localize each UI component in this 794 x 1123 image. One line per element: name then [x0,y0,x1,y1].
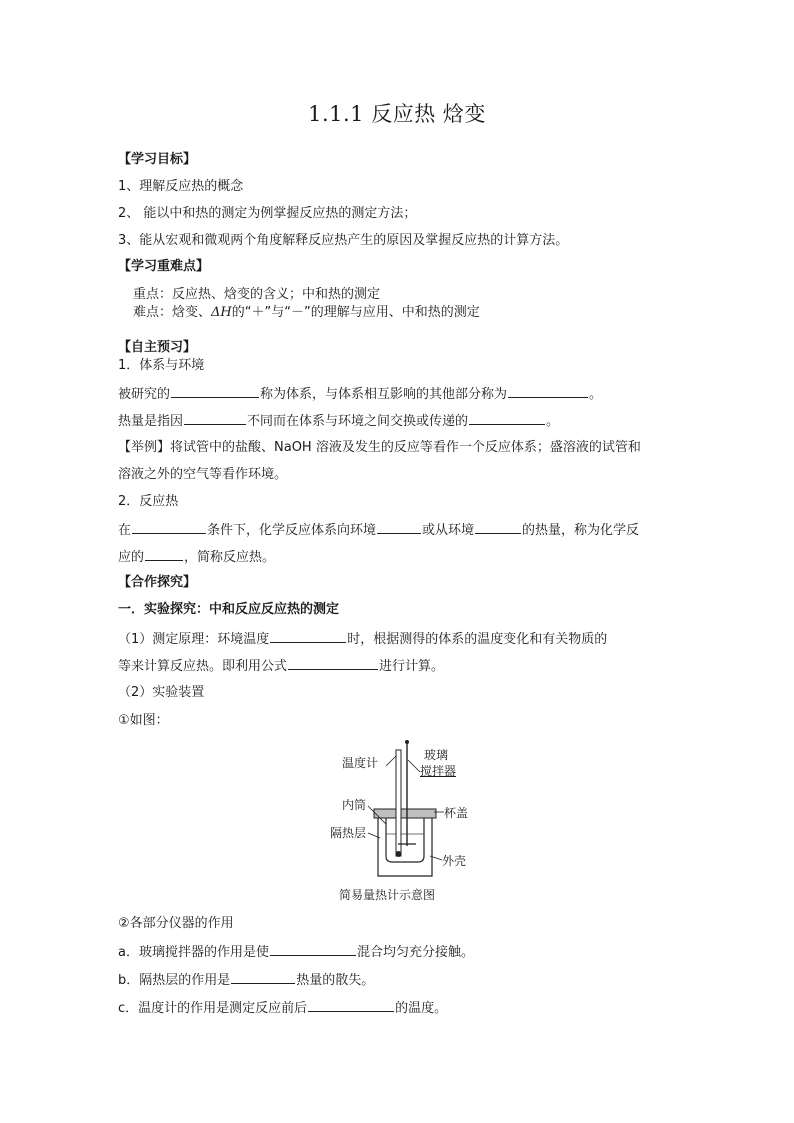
fill-blank[interactable] [270,942,356,956]
stirrer-label-2: 搅拌器 [420,764,457,778]
text-segment: 称为体系，与体系相互影响的其他部分称为 [260,387,508,402]
fill-blank[interactable] [231,970,295,984]
text-segment: ，简称反应热。 [184,550,276,565]
fill-blank[interactable] [508,384,588,398]
objective-item-1: 1、理解反应热的概念 [118,179,244,194]
delta-h-symbol: ΔH [211,305,232,320]
text-segment: 混合均匀充分接触。 [356,945,474,960]
preview-heading: 【自主预习】 [118,340,197,355]
stirrer-label-1: 玻璃 [424,748,449,762]
figure-caption: 简易量热计示意图 [339,888,436,902]
thermometer-label: 温度计 [342,756,379,770]
fill-blank[interactable] [184,411,246,425]
principle-line-1 [118,629,607,649]
fill-blank[interactable] [469,411,545,425]
example-line-1: 【举例】将试管中的盐酸、NaOH 溶液及发生的反应等看作一个反应体系；盛溶液的试管和 [118,440,641,455]
calorimeter-diagram [330,738,480,908]
component-c [118,998,447,1018]
component-a [118,942,474,962]
difficult-point-line [133,304,480,322]
text-segment: a．玻璃搅拌器的作用是使 [118,945,269,960]
difficult-post: 的“＋”与“－”的理解与应用、中和热的测定 [231,305,480,320]
objective-item-2: 2、 能以中和热的测定为例掌握反应热的测定方法； [118,206,417,221]
text-segment: 条件下，化学反应体系向环境 [207,523,377,538]
text-segment: 时，根据测得的体系的温度变化和有关物质的 [347,632,608,647]
text-segment: 热量的散失。 [296,973,375,988]
preview-sub-1: 1．体系与环境 [118,358,205,373]
preview-line-4 [118,547,275,567]
page-title: 1.1.1 反应热 焓变 [308,102,486,126]
fill-blank[interactable] [288,656,378,670]
text-segment: 的热量，称为化学反 [522,523,640,538]
preview-line-3 [118,520,639,540]
text-segment: 进行计算。 [379,659,445,674]
text-segment: 。 [546,414,560,429]
apparatus-heading: （2）实验装置 [118,685,205,700]
text-segment: 。 [589,387,603,402]
fill-blank[interactable] [475,520,521,534]
text-segment: 应的 [118,550,145,565]
component-b [118,970,374,990]
example-line-2: 溶液之外的空气等看作环境。 [118,467,288,482]
text-segment: 的温度。 [395,1001,448,1016]
fill-blank[interactable] [270,629,346,643]
shell-label: 外壳 [442,854,467,868]
text-segment: 被研究的 [118,387,171,402]
text-segment: c．温度计的作用是测定反应前后 [118,1001,308,1016]
cooperation-heading: 【合作探究】 [118,575,197,590]
experiment-heading: 一．实验探究：中和反应反应热的测定 [118,602,340,617]
principle-line-2 [118,656,444,676]
preview-line-1 [118,384,602,404]
insulation-label: 隔热层 [330,826,367,840]
fill-blank[interactable] [145,547,183,561]
components-heading: ②各部分仪器的作用 [118,916,234,931]
fill-blank[interactable] [377,520,421,534]
text-segment: 或从环境 [422,523,475,538]
key-point-line: 重点：反应热、焓变的含义；中和热的测定 [133,287,381,302]
as-shown-label: ①如图： [118,713,169,728]
difficult-pre: 难点：焓变、 [133,305,212,320]
text-segment: 在 [118,523,132,538]
text-segment: （1）测定原理：环境温度 [118,632,270,647]
objectives-heading: 【学习目标】 [118,152,197,167]
lid-label: 杯盖 [444,806,469,820]
preview-line-2 [118,411,559,431]
inner-cup-label: 内筒 [342,798,367,812]
fill-blank[interactable] [132,520,206,534]
fill-blank[interactable] [171,384,259,398]
text-segment: 等来计算反应热。即利用公式 [118,659,288,674]
text-segment: 不同而在体系与环境之间交换或传递的 [247,414,469,429]
fill-blank[interactable] [308,998,394,1012]
key-points-heading: 【学习重难点】 [118,259,210,274]
text-segment: 热量是指因 [118,414,184,429]
objective-item-3: 3、能从宏观和微观两个角度解释反应热产生的原因及掌握反应热的计算方法。 [118,233,569,248]
text-segment: b．隔热层的作用是 [118,973,231,988]
preview-sub-2: 2．反应热 [118,494,179,509]
